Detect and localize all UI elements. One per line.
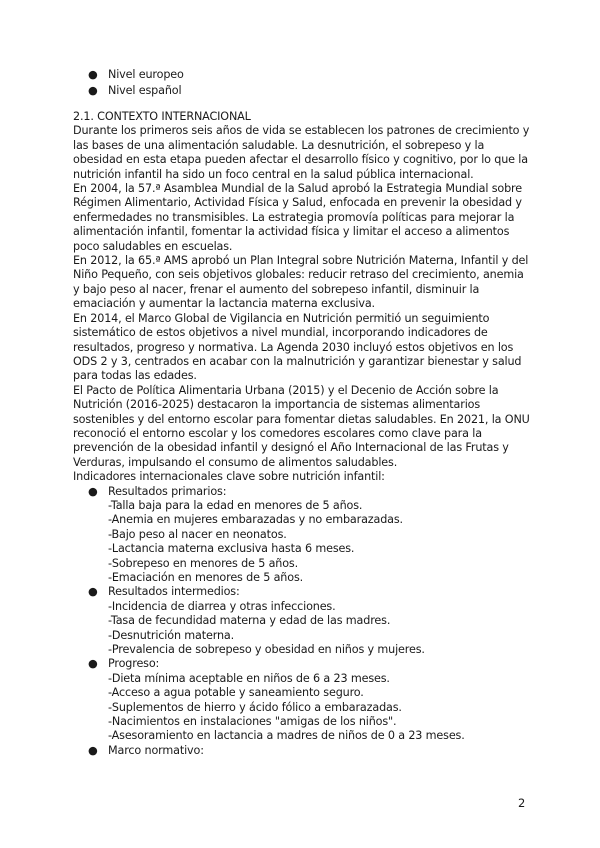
- list-item: -Acceso a agua potable y saneamiento seguro.: [108, 686, 364, 700]
- indicator-group-title: Progreso:: [108, 657, 160, 671]
- indicator-group-primary: [73, 485, 533, 586]
- list-item: -Tasa de fecundidad materna y edad de las madres.: [108, 614, 391, 628]
- list-item: -Suplementos de hierro y ácido fólico a embarazadas.: [108, 700, 402, 714]
- page-number: 2: [518, 796, 526, 810]
- bullet-icon: ●: [88, 743, 98, 757]
- paragraph-2014: En 2014, el Marco Global de Vigilancia en Nutrición permitió un seguimiento sistemático de estos objetivos a nivel mundial, incorporando indicadores de resultados, progreso y normativa. La Agenda 2030 incluyó estos objetivos en los ODS 2 y 3, centrados en acabar con la malnutrición y garantizar bienestar y salud para todas las edades.: [73, 311, 522, 383]
- indicator-group-regulatory: [73, 744, 533, 758]
- list-item: [73, 68, 533, 84]
- bullet-icon: ●: [88, 84, 98, 97]
- list-item: -Anemia en mujeres embarazadas y no embarazadas.: [108, 513, 403, 527]
- list-item: -Emaciación en menores de 5 años.: [108, 571, 304, 584]
- levels-list: [73, 68, 533, 100]
- page-content: [73, 68, 533, 758]
- bullet-icon: ●: [88, 68, 98, 81]
- paragraph-2012: En 2012, la 65.ª AMS aprobó un Plan Integral sobre Nutrición Materna, Infantil y del Niño Pequeño, con seis objetivos globales: reducir retraso del crecimiento, anemia y bajo peso al nacer, frenar el aumento del sobrepeso infantil, disminuir la emaciación y aumentar la lactancia materna exclusiva.: [73, 254, 529, 311]
- list-item: -Desnutrición materna.: [108, 628, 235, 642]
- section-title: 2.1. CONTEXTO INTERNACIONAL: [73, 110, 251, 123]
- bullet-icon: ●: [88, 657, 98, 671]
- list-item: -Nacimientos en instalaciones "amigas de los niños".: [108, 715, 397, 729]
- paragraph-2015: El Pacto de Política Alimentaria Urbana (2015) y el Decenio de Acción sobre la Nutrición (2016-2025) destacaron la importancia de sistemas alimentarios sostenibles y del entorno escolar para fomentar dietas saludables. En 2021, la ONU reconoció el entorno escolar y los comedores escolares como clave para la prevención de la obesidad infantil y designó el Año Internacional de las Frutas y Verduras, impulsando el consumo de alimentos saludables.: [73, 383, 530, 469]
- paragraph-2004: En 2004, la 57.ª Asamblea Mundial de la Salud aprobó la Estrategia Mundial sobre Régimen Alimentario, Actividad Física y Salud, enfocada en prevenir la obesidad y enfermedades no transmisibles. La estrategia promovía políticas para mejorar la alimentación infantil, fomentar la actividad física y limitar el acceso a alimentos poco saludables en escuelas.: [73, 182, 522, 253]
- indicator-group-title: Marco normativo:: [108, 743, 204, 757]
- indicators-list: [73, 485, 533, 759]
- paragraph-indicators-intro: Indicadores internacionales clave sobre nutrición infantil:: [73, 470, 385, 484]
- list-item: -Lactancia materna exclusiva hasta 6 meses.: [108, 542, 355, 556]
- list-item: [73, 84, 533, 100]
- indicator-group-intermediate: [73, 585, 533, 657]
- list-item-label: Nivel español: [108, 84, 182, 97]
- indicator-group-progress: [73, 657, 533, 743]
- list-item-label: Nivel europeo: [108, 68, 184, 81]
- indicator-group-title: Resultados primarios:: [108, 484, 227, 498]
- list-item: -Incidencia de diarrea y otras infecciones.: [108, 599, 336, 613]
- paragraph-intro: Durante los primeros seis años de vida se establecen los patrones de crecimiento y las bases de una alimentación saludable. La desnutrición, el sobrepeso y la obesidad en esta etapa pueden afectar el desarrollo físico y cognitivo, por lo que la nutrición infantil ha sido un foco central en la salud pública internacional.: [73, 124, 530, 181]
- list-item: -Sobrepeso en menores de 5 años.: [108, 556, 298, 570]
- bullet-icon: ●: [88, 484, 98, 498]
- indicator-group-title: Resultados intermedios:: [108, 585, 240, 599]
- list-item: -Talla baja para la edad en menores de 5 años.: [108, 498, 363, 512]
- list-item: -Bajo peso al nacer en neonatos.: [108, 527, 287, 541]
- bullet-icon: ●: [88, 585, 98, 599]
- list-item: -Dieta mínima aceptable en niños de 6 a 23 meses.: [108, 671, 390, 685]
- list-item: -Prevalencia de sobrepeso y obesidad en niños y mujeres.: [108, 643, 425, 657]
- list-item: -Asesoramiento en lactancia a madres de niños de 0 a 23 meses.: [108, 729, 465, 743]
